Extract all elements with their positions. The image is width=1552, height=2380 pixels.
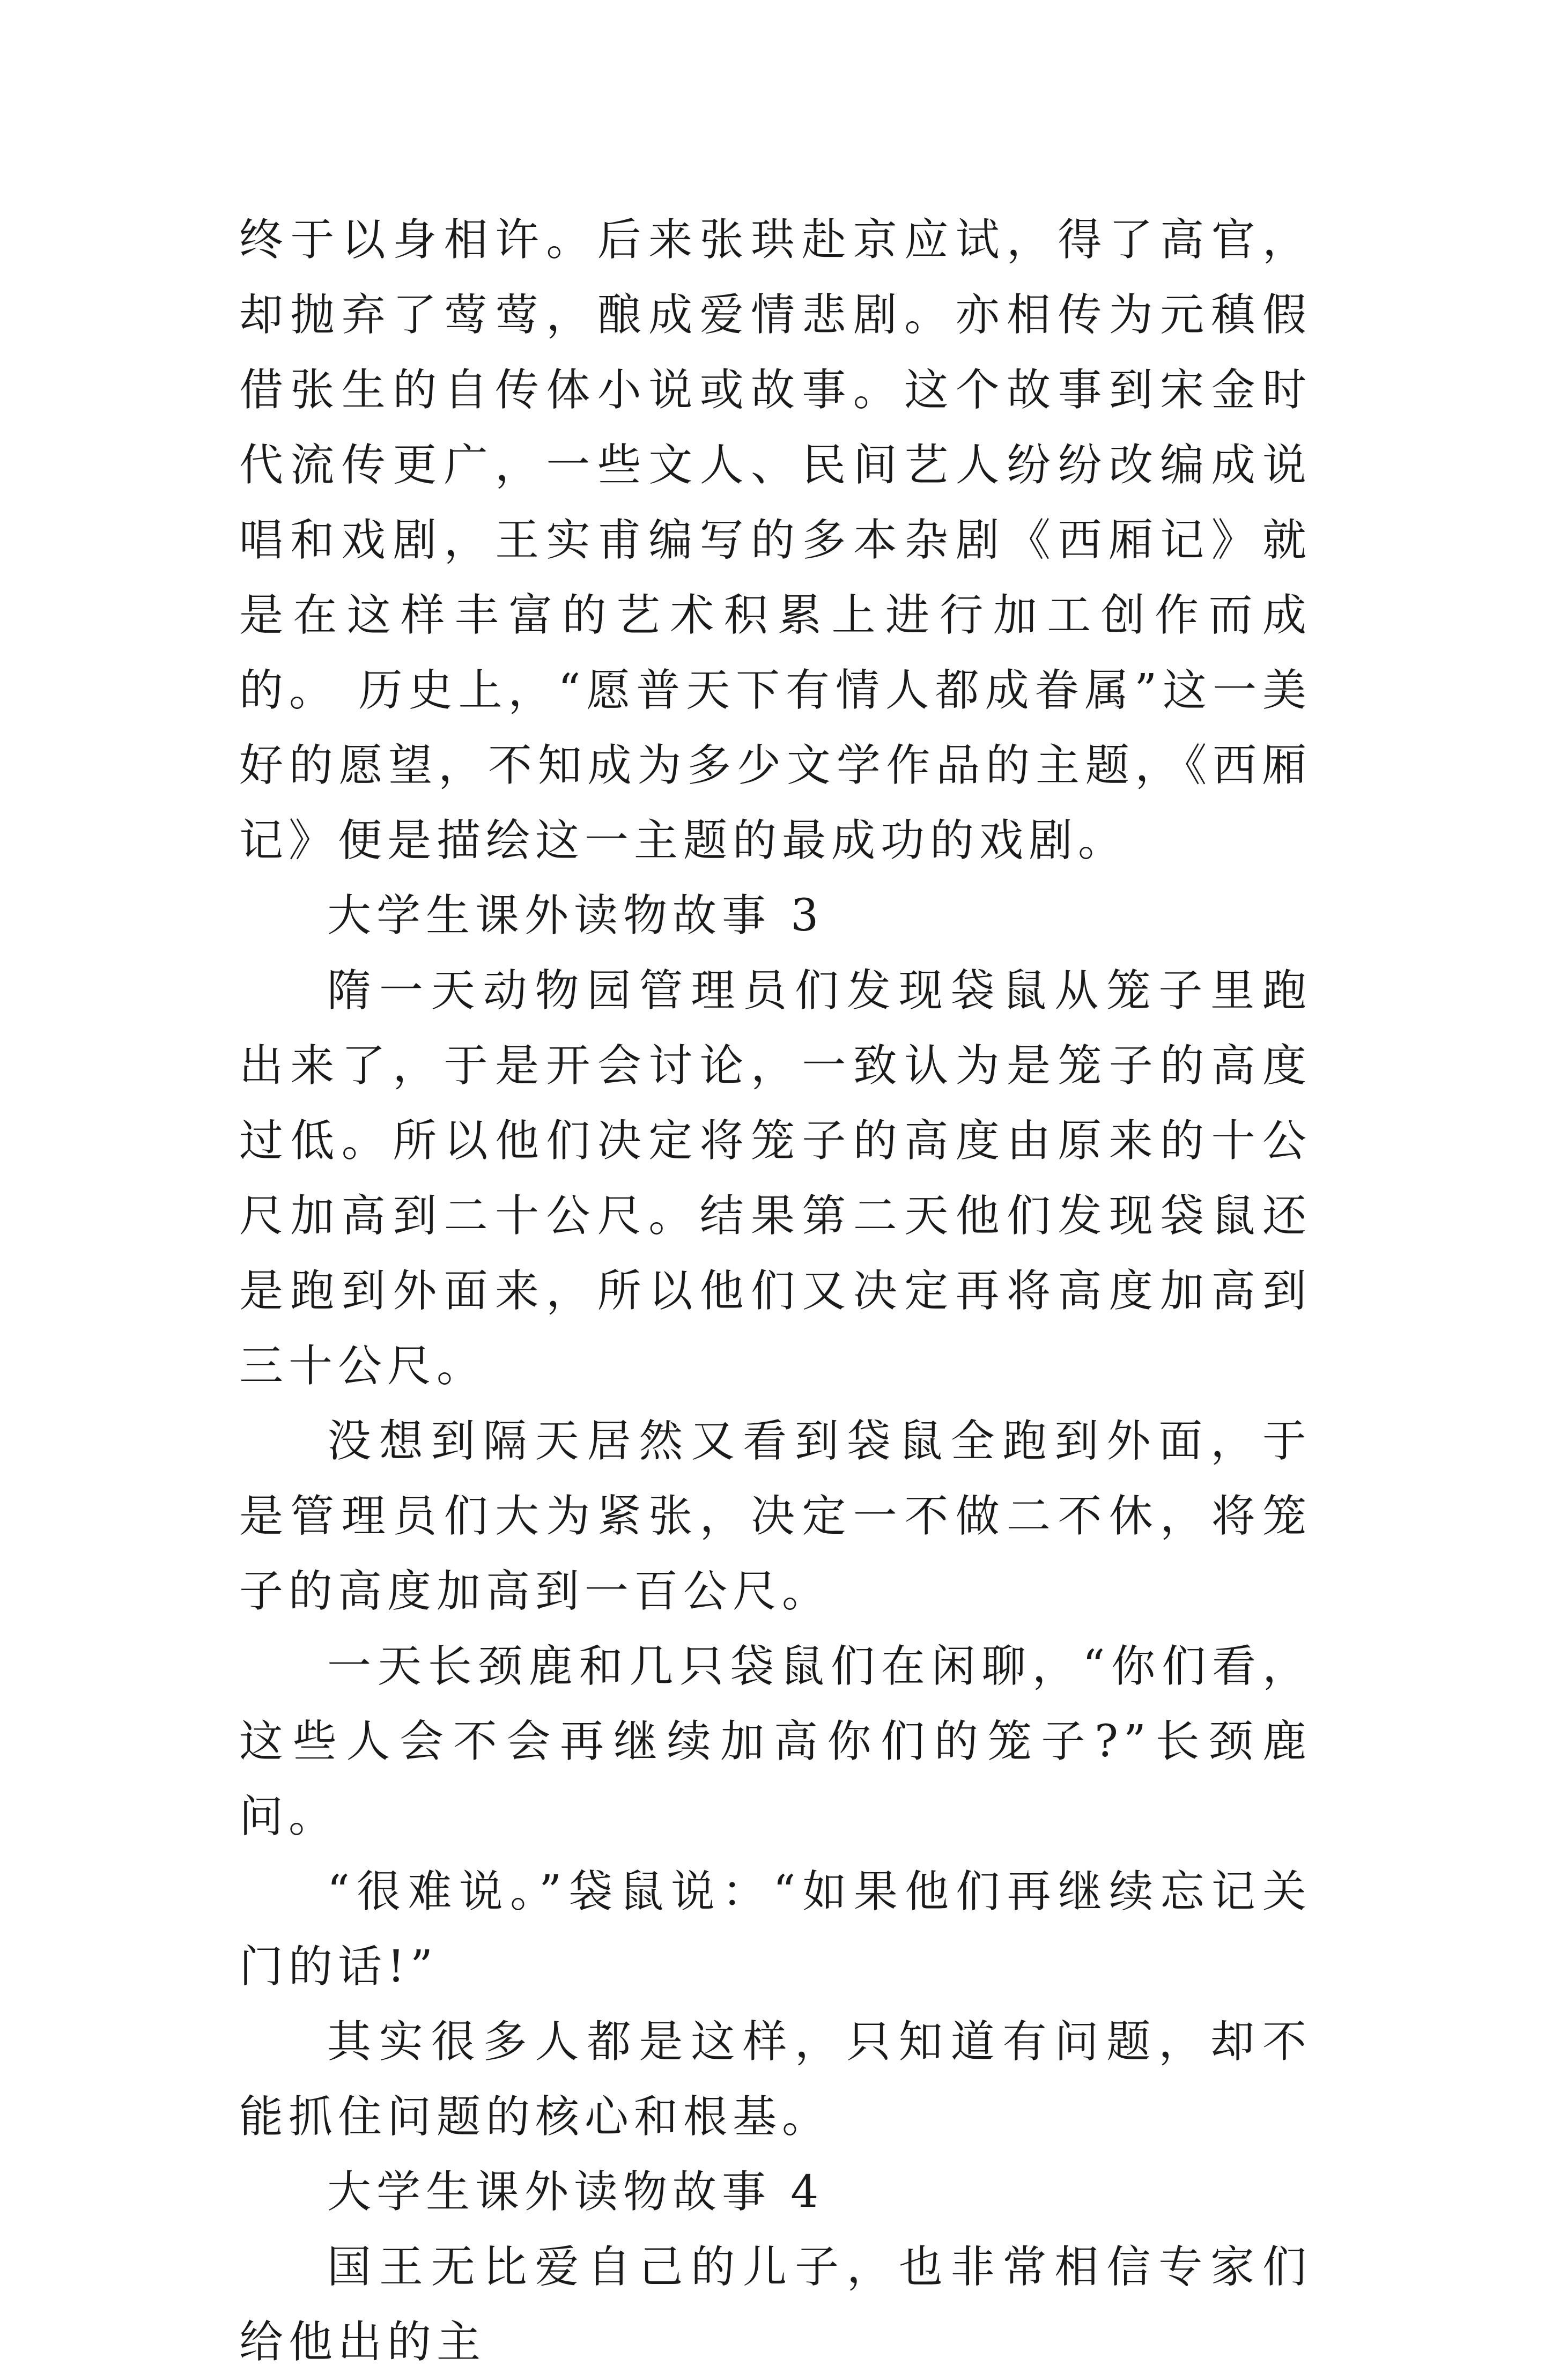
paragraph: 一天长颈鹿和几只袋鼠们在闲聊，“你们看，这些人会不会再继续加高你们的笼子?”长颈鹿问。 [239,1641,1312,1842]
paragraph: 其实很多人都是这样，只知道有问题，却不能抓住问题的核心和根基。 [239,2016,1312,2142]
paragraph: “很难说。”袋鼠说：“如果他们再继续忘记关门的话!” [239,1866,1312,1992]
section-heading-3: 大学生课外读物故事 3 [327,890,824,941]
paragraph: 国王无比爱自己的儿子，也非常相信专家们给他出的主 [239,2242,1312,2368]
paragraph: 没想到隔天居然又看到袋鼠全跑到外面，于是管理员们大为紧张，决定一不做二不休，将笼子的高度加高到一百公尺。 [239,1416,1312,1617]
body-text [239,203,1312,2380]
paragraph: 隋一天动物园管理员们发现袋鼠从笼子里跑出来了，于是开会讨论，一致认为是笼子的高度过低。所以他们决定将笼子的高度由原来的十公尺加高到二十公尺。结果第二天他们发现袋鼠还是跑到外面来，所以他们又决定再将高度加高到三十公尺。 [239,965,1312,1392]
section-heading-4: 大学生课外读物故事 4 [327,2167,824,2218]
paragraph-continuation: 终于以身相许。后来张珙赴京应试，得了高官，却抛弃了莺莺，酿成爱情悲剧。亦相传为元稹假借张生的自传体小说或故事。这个故事到宋金时代流传更广，一些文人、民间艺人纷纷改编成说唱和戏剧，王实甫编写的多本杂剧《西厢记》就是在这样丰富的艺术积累上进行加工创作而成的。 历史上，“愿普天下有情人都成眷属”这一美好的愿望，不知成为多少文学作品的主题，《西厢记》便是描绘这一主题的最成功的戏剧。 [239,215,1312,866]
